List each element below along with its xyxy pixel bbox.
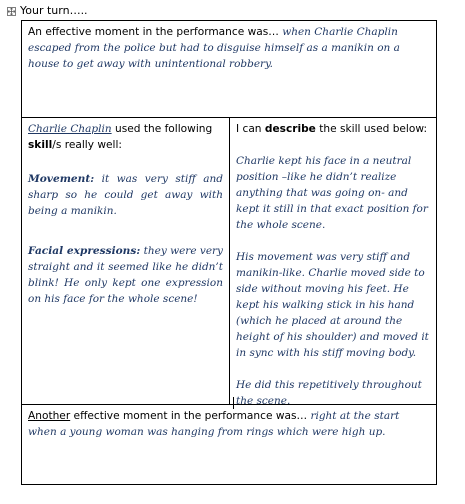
skill-suffix: /s really well: xyxy=(52,139,122,151)
another-moment-cell[interactable] xyxy=(21,404,437,485)
effective-moment-answer: when Charlie Chaplin escaped from the police but had to disguise himself as a manikin on a house to get away with unintentional robbery. xyxy=(28,26,400,70)
describe-skill-cell[interactable] xyxy=(229,117,437,405)
description-paragraph-3: He did this repetitively throughout the scene. xyxy=(236,379,422,407)
text-cursor xyxy=(233,397,234,409)
another-moment-answer: right at the start when a young woman was hanging from rings which were high up. xyxy=(28,410,400,438)
effective-moment-prompt: An effective moment in the performance was… xyxy=(28,26,279,38)
page-heading: Your turn….. xyxy=(20,4,88,17)
performer-name: Charlie Chaplin xyxy=(28,123,112,135)
movement-label: Movement: xyxy=(28,173,95,185)
skills-used-prompt: used the following xyxy=(111,123,213,135)
describe-prompt-post: the skill used below: xyxy=(315,123,428,135)
description-paragraph-1: Charlie kept his face in a neutral position –like he didn’t realize anything that was going on- and kept it still in that exact position for the whole scene. xyxy=(236,155,428,231)
skill-word: skill xyxy=(28,139,53,151)
facial-expressions-description: they were very straight and it seemed like he didn’t blink! He only kept one expression on his face for the whole scene! xyxy=(28,245,223,305)
facial-expressions-label: Facial expressions: xyxy=(28,245,141,257)
skills-used-cell[interactable] xyxy=(21,117,230,405)
another-word: Another xyxy=(28,410,71,422)
describe-prompt-pre: I can xyxy=(236,123,265,135)
worksheet-table xyxy=(21,20,437,485)
describe-word: describe xyxy=(264,123,316,135)
another-moment-prompt: effective moment in the performance was… xyxy=(70,410,308,422)
effective-moment-cell[interactable] xyxy=(21,20,437,118)
movement-description: it was very stiff and sharp so he could get away with being a manikin. xyxy=(28,173,223,217)
description-paragraph-2: His movement was very stiff and manikin-like. Charlie moved side to side without moving his feet. He kept his walking stick in his hand (which he placed at around the height of his shoulder) and moved it in sync with his stiff moving body. xyxy=(236,251,429,359)
table-move-handle-icon[interactable] xyxy=(7,7,16,16)
